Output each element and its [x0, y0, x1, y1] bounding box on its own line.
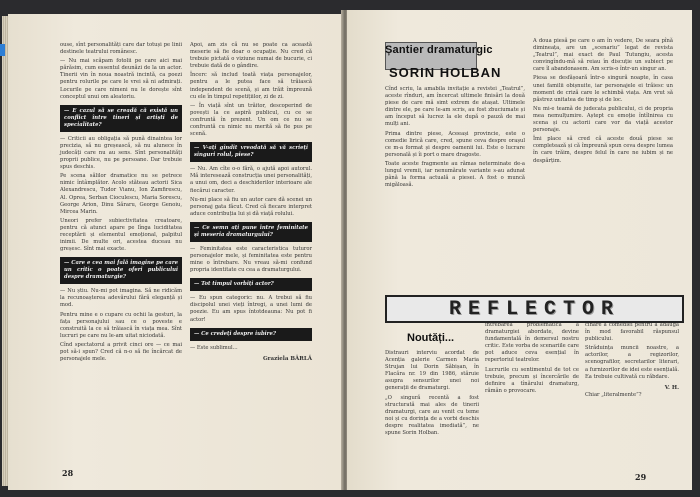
right-page — [347, 10, 692, 490]
paragraph: Cînd spectatorul a privit cinci ore — ce mai pot să-i spun? Cred că n-o să fie încărcat de personajele mele. — [60, 341, 182, 363]
section-title: Șantier dramaturgic — [385, 44, 493, 56]
author-name: SORIN HOLBAN — [389, 65, 502, 80]
bookmark-tab — [0, 44, 5, 56]
right-column-1 — [385, 86, 525, 191]
interview-question: — Ce credeți despre iubire? — [190, 328, 312, 341]
paragraph: — În viață sînt un trăitor, descoperind de povești la ce aspiră publicul, cu ce se confruntă în prezent. Un om ce nu se confruntă cu nimic nu merită să fie pus pe scenă. — [190, 102, 312, 138]
paragraph: — Criticii au obligația să pună dinaintea lor precizia, să nu greșească, să nu alunece în judecăți care nu au sens. Sînt personalități proprii publice, nu pe persoane. Dar trebuie spus deschis. — [60, 135, 182, 171]
paragraph: Nu-mi place să fiu un autor care dă scenei un personaj gata făcut. Cred că fiecare interpret aduce contribuția lui și dă viață rolului. — [190, 196, 312, 217]
author-signature: Graziela BÂRLĂ — [262, 355, 312, 362]
paragraph: Apoi, am zis că nu se poate ca această meserie să fie doar o ocupație. Nu cred că trebuie pictată o viziune numai de bucurie, ci trebuie dată de o gândire. — [190, 42, 312, 70]
reflector-label: REFLECTOR — [448, 297, 621, 321]
news-signature: V. H. — [664, 384, 679, 391]
paragraph: Uneori prefer subiectivitatea creatoare, pentru că atunci apare pe lînga luciditatea receptării și elementul emoțional, palpitul inimii. De multe ori, acestea duceau nu greșesc. Sînt mai exacte. — [60, 217, 182, 253]
left-column-1 — [60, 42, 182, 365]
interview-question: — Tot timpul vorbiți actor? — [190, 278, 312, 291]
news-column-1 — [385, 350, 479, 439]
paragraph: Nu mi-e teamă de judecata publicului, ci de propria mea nemulțumire. Aștept cu emoție întîlnirea cu scena și cu actorii care vor da viață acestor personaje. — [533, 105, 673, 134]
paragraph: Îmi place să cred că aceste două piese se completează și că împreună spun ceva despre lumea în care trăim, despre felul în care ne iubim și ne despărțim. — [533, 136, 673, 164]
paragraph: Pentru mine e o cupare cu ochii la gesturi, la fața personajului sau ce o poveste e construită la ce să trăiască în viața mea. Sînt lucruri pe care nu le-am uitat niciodată. — [60, 311, 182, 339]
left-column-2 — [190, 42, 312, 363]
right-column-2 — [533, 38, 673, 167]
paragraph: Străduința muncii noastre, a actorilor, a regizorilor, scenografilor, secretarilor literari, a furnizorilor de idei este esențială. Ea trebuie cultivată cu răbdare. — [585, 345, 679, 380]
interview-question: — V-ați gîndit vreodată să vă scrieți singuri rolul, piese? — [190, 142, 312, 162]
interview-question: — E cazul să se creadă că există un conflict între tineri și artiști de specialitate? — [60, 105, 182, 132]
page-number: 28 — [62, 468, 74, 478]
paragraph: Cînd scriu, la amabila invitație a revistei „Teatrul”, aceste rînduri, am încercat ultimele finisări la două piese de care mă simt extrem de atașat. Ultimele dintre ele, pe care le-am scris, au fost zbuciumate și am început să lucrez la ele după o pauză de mai mulți ani. — [385, 86, 525, 128]
news-column-3 — [585, 322, 679, 401]
paragraph: Piesa se desfășoară într-o singură noapte, în casa unei familii obișnuite, iar personajele ei trăiesc un moment de criză care le schimbă viața. Am vrut să păstrez unitatea de timp și de loc. — [533, 75, 673, 103]
paragraph: Prima dintre piese, Aceeași provincie, este o comedie lirică care, cred, spune ceva despre orașul ce m-a format și despre oamenii lui. Este o lucrare personală și îi port o mare dragoste. — [385, 130, 525, 158]
paragraph: „O singură recentă a fost structurată mai ales de tinerii dramaturgi, care au venit cu teme noi și cu dorința de a vorbi deschis despre realitatea imediată”, ne spune Sorin Holban. — [385, 394, 479, 437]
paragraph: — Feminitatea este caracteristica tuturor personajelor mele, și feminitatea este pentru mine o întrebare. Nu vreau să-mi confund propria identitate cu cea a dramaturgului. — [190, 245, 312, 274]
paragraph: — Este sublimul... — [190, 344, 238, 351]
paragraph: — Eu spun categoric: nu. A trebui să fiu discipolul unei vieți întregi, a unei lumi de poezie. Eu am spus întotdeauna: Nu pot fi actor! — [190, 295, 312, 323]
left-page — [8, 14, 343, 490]
paragraph: Pe scena sălilor dramatice nu se petrece nimic întâmplător. Acolo stăteau actorii Sica Alexandrescu, Tudor Vianu, Ion Zamfirescu, Al. Oprea, Serban Cioculescu, Maria Sorescu, George Arion, Dinu Săraru, George Genoiu, Mircea Marin. — [60, 173, 182, 215]
news-column-2 — [485, 322, 579, 397]
paragraph: — Nu știu. Nu-mi pot imagina. Să ne ridicăm la recunoașterea adevărului fără eleganță și mod. — [60, 288, 182, 309]
paragraph: — Nu mai scăpam fotolii pe care aici mai părăsim, cum essentul deunăzi de la un actor. Tinerii vin în noua noastră incintă, ca poezi pentru rolurile pe care le vrei să ni admirați. Locurile pe care nimeni nu le dorește sînt conceptul unui om aleatoriu. — [60, 58, 182, 100]
interview-question: — Care e cea mai fală imagine pe care un critic o poate oferi publicului despre dramaturgie? — [60, 257, 182, 284]
paragraph: Încerc să includ toată viața personajelor, pentru a le putea face să trăiască independent de scenă, și am trăit împreună cu ele în timpul repetițiilor, zi de zi. — [190, 72, 312, 100]
paragraph: ouse, sînt personalități care dar totuși pe linii destinele teatrului românesc. — [60, 42, 182, 56]
paragraph: Lucrurile cu sentimentul de tot ce trebuie, precum și încercările de definire a tînărului dramaturg, rămân o provocare. — [485, 366, 579, 394]
paragraph: întrebarea problematică a dramaturgiei abordate, devine fundamentală în demersul nostru critic. Este vorba de scenariile care pot aduce ceva esențial în repertoriul teatrelor. — [485, 322, 579, 364]
paragraph: cinare a comediei pentru a adăuga în mod favorabil răspunsul publicului. — [585, 322, 679, 343]
page-number: 29 — [635, 472, 647, 482]
interview-question: — Ce semn ați pune între feminitate și meseria dramaturgului? — [190, 222, 312, 242]
paragraph: — Nu. Am cîte o-o fără, o ajută apoi autorul. Mă interesează construcția unei personalități, a unui om, deci a deschiderilor interioare ale fiecărui caracter. — [190, 166, 312, 194]
paragraph: Distrauri interviu acordat de Acenția galerie Carmen Maria Strujan lui Dorin Săbișan, în Flacăra nr. 19 din 1986, stăruie asupra sensurilor unei noi generații de dramaturgi. — [385, 350, 479, 392]
paragraph: Chiar „literalmente”? — [585, 391, 642, 398]
paragraph: A doua piesă pe care o am în vedere, De seara pînă dimineața, are un „scenariu” legat de revista „Teatrul”, mai exact de Paul Tutungiu, acesta convingîndu-mă să reiau în discuție un subiect pe care îl abandonasem. Am scris-o într-un singur an. — [533, 38, 673, 73]
reflector-banner — [385, 295, 684, 323]
paragraph: Toate aceste fragmente au rămas neterminate de-a lungul vremii, iar nenumărate variante s-au adunat până la forma actuală a piesei. A fost o muncă migăloasă. — [385, 160, 525, 189]
news-heading: Noutăți... — [407, 332, 455, 344]
